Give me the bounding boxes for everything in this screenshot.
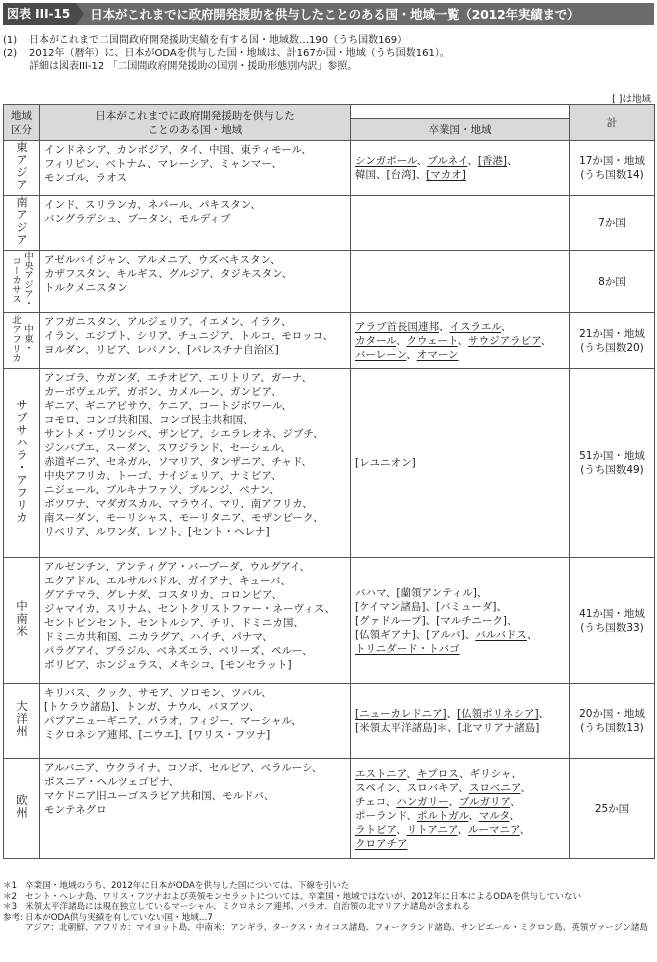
footnotes [3,881,653,934]
country-line: アルゼンチン、アンティグア・バーブーダ、ウルグアイ、 [44,561,311,573]
graduated-line [355,642,565,656]
header-graduated: 卒業国・地域 [351,119,570,141]
total-line: (うち国数33) [580,621,644,634]
provided-countries-cell [40,558,351,684]
underlined-country: ブルガリア [458,795,511,808]
country-line: アフガニスタン、アルジェリア、イエメン、イラク、 [44,316,292,328]
country-line: ボツワナ、マダガスカル、マラウイ、マリ、南アフリカ、 [44,498,313,510]
country-line: モンテネグロ [44,804,107,816]
note-number [3,60,29,73]
region-label-part: 中央アジア・ [22,251,33,308]
graduated-line [355,168,565,182]
total-line: (うち国数14) [580,169,644,181]
total-line: 25か国 [594,802,630,815]
table-row [4,141,655,196]
graduated-text: 、 [457,334,469,347]
total-line: 7か国 [598,217,626,229]
region-label: 中南米 [15,599,29,638]
footnote-mark: ＊3 [3,902,18,912]
graduated-text: [ケイマン諸島]、[バミューダ]、 [355,600,507,613]
total-cell [570,684,655,759]
graduated-cell [351,684,570,759]
country-line: フィリピン、ベトナム、マレーシア、ミャンマー、 [44,158,282,170]
graduated-text: 、 [446,708,458,720]
note-number: (1) [3,35,18,46]
graduated-text: 、ギリシャ、 [459,767,522,780]
total-line: 20か国・地域 [579,708,645,720]
provided-countries-cell [40,141,351,196]
total-cell [570,196,655,251]
underlined-country: イスラエル [449,320,502,333]
country-line: ジンバブエ、スーダン、スワジランド、セーシェル、 [44,442,291,454]
country-line: コモロ、コンゴ共和国、コンゴ民主共和国、 [44,414,254,426]
country-line: ボリビア、ホンジュラス、メキシコ、[モンセラット] [44,659,292,671]
legend-note: [ ]は地域 [612,94,651,105]
footnote [3,902,653,913]
graduated-line [355,837,565,851]
region-cell [4,313,40,369]
graduated-line [355,781,565,795]
note-row [3,47,653,60]
underlined-country: アラブ首長国連邦 [355,320,439,333]
header-provided: 日本がこれまでに政府開発援助を供与したことのある国・地域 [40,105,351,141]
graduated-text: チェコ、 [355,795,397,808]
graduated-cell [351,759,570,859]
underlined-country: エストニア [355,767,407,780]
graduated-text: 、 [448,795,459,808]
footnote [3,881,653,892]
graduated-text: [レユニオン] [355,457,416,469]
graduated-text: 、 [396,823,407,836]
region-cell [4,558,40,684]
table-row [4,369,655,558]
graduated-text: スペイン、スロバキア、 [355,781,469,794]
graduated-line [355,809,565,823]
graduated-line [355,721,565,735]
graduated-text: 、 [406,348,417,361]
country-line: ミクロネシア連邦、[ニウエ]、[ワリス・フツナ] [44,729,271,741]
total-line: 8か国 [598,275,626,288]
table-row [4,196,655,251]
region-cell [4,251,40,313]
region-cell [4,369,40,558]
region-cell [4,141,40,196]
graduated-line [355,795,565,809]
graduated-line [355,628,565,642]
figure-label: 図表 III-15 [3,3,76,25]
footnote [3,892,653,903]
table-row [4,558,655,684]
graduated-cell [351,141,570,196]
figure-title-bar [3,3,654,25]
graduated-cell [351,313,570,369]
underlined-country: クウェート [406,334,458,347]
provided-countries-cell [40,196,351,251]
underlined-country: [ニューカレドニア] [355,708,447,720]
graduated-text: 、 [468,809,479,822]
graduated-text: [台湾] [386,169,416,181]
country-line: セントビンセント、セントルシア、チリ、ドミニカ国、 [44,617,304,629]
graduated-line [355,707,565,721]
underlined-country: トリニダード・トバゴ [355,642,460,655]
underlined-country: リトアニア [406,823,458,836]
graduated-cell [351,558,570,684]
total-cell [570,759,655,859]
total-line: (うち国数20) [580,341,644,354]
region-label: 欧州 [15,794,29,819]
country-line: アルバニア、ウクライナ、コソボ、セルビア、ベラルーシ、 [44,762,323,774]
graduated-text: 、 [415,169,427,181]
provided-countries-cell [40,369,351,558]
graduated-text: 、 [406,767,417,780]
country-line: パプアニューギニア、パラオ、フィジー、マーシャル、 [44,715,302,727]
table-row [4,759,655,859]
country-line: サントメ・プリンシペ、ザンビア、シエラレオネ、ジブチ、 [44,428,324,440]
region-label: サブサハラ・アフリカ [15,398,29,524]
graduated-text: 、 [467,155,478,167]
provided-countries-cell [40,251,351,313]
graduated-text: 、 [540,334,552,347]
graduated-line [355,320,565,334]
total-cell [570,369,655,558]
header-graduated-spacer [351,105,570,119]
country-line: インド、スリランカ、ネパール、パキスタン、 [44,199,261,211]
footnote-mark: 参考: [3,912,24,923]
footnote-mark [3,923,25,934]
underlined-country: オマーン [416,348,459,361]
region-label-part: 北アフリカ [10,314,21,363]
underlined-country: ハンガリー [396,795,449,808]
total-cell [570,558,655,684]
region-label [10,251,33,308]
graduated-line [355,614,565,628]
footnote-text: アジア：北朝鮮、アフリカ：マイヨット島、中南米：アンギラ、タークス・カイコス諸島、フォークランド諸島、サンピエール・ミクロン島、英領ヴァージン諸島 [25,923,649,933]
total-cell [570,313,655,369]
country-line: [トケラウ諸島]、トンガ、ナウル、バヌアツ、 [44,701,260,713]
graduated-cell [351,251,570,313]
graduated-line [355,823,565,837]
underlined-country: シンガポール [355,155,417,167]
country-line: アンゴラ、ウガンダ、エチオピア、エリトリア、ガーナ、 [44,372,313,384]
country-line: リベリア、ルワンダ、レソト、[セント・ヘレナ] [44,526,270,538]
region-label: 南アジア [15,196,29,246]
graduated-text: 、 [519,823,531,836]
country-line: グアテマラ、グレナダ、コスタリカ、コロンビア、 [44,589,283,601]
country-line: パラグアイ、ブラジル、ベネズエラ、ベリーズ、ペルー、 [44,645,313,657]
region-label [10,315,33,363]
graduated-text: バハマ、[蘭領アンティル]、 [355,586,488,599]
graduated-text: 、 [538,708,550,720]
underlined-country: ルーマニア [468,823,520,836]
underlined-country: ポルトガル [417,809,469,822]
note-number: (2) [3,48,18,59]
country-line: インドネシア、カンボジア、タイ、中国、東ティモール、 [44,144,312,156]
graduated-text: 、 [416,155,428,167]
footnote-text: 米領太平洋諸島には現在独立しているマーシャル、ミクロネシア連邦、パラオ、自治領の北マリアナ諸島が含まれる [25,902,471,912]
graduated-text: [グァドループ]、[マルチニーク]、 [355,614,518,627]
total-line: 41か国・地域 [579,607,645,620]
region-label: 大洋州 [15,700,29,738]
graduated-text: 、 [507,155,518,167]
underlined-country: ラトビア [355,823,397,836]
graduated-text: 、 [395,334,407,347]
underlined-country: バーレーン [355,348,407,361]
graduated-line [355,456,565,470]
footnote-text: セント・ヘレナ島、ワリス・フツナおよび英領モンセラットについては、卒業国・地域ではないが、2012年に日本によるODAを供与していない [25,891,582,902]
note-row [3,34,653,47]
graduated-text: [米領太平洋諸島]＊、[北マリアナ諸島] [355,722,540,734]
figure-title: 日本がこれまでに政府開発援助を供与したことのある国・地域一覧（2012年実績まで） [90,7,580,22]
header-region: 地域区分 [4,105,40,141]
graduated-text: 、 [510,795,521,808]
graduated-text: 、 [439,320,450,333]
underlined-country: マルタ [478,809,510,822]
graduated-text: 、 [376,169,387,181]
underlined-country: クロアチア [355,837,408,850]
country-line: エクアドル、エルサルバドル、ガイアナ、キューバ、 [44,575,291,587]
underlined-country: カタール [355,334,396,347]
total-line: (うち国数13) [580,722,644,734]
graduated-text: 、 [457,823,468,836]
total-line: 17か国・地域 [579,155,645,167]
footnote-mark: ＊1 [3,881,18,891]
country-line: トルクメニスタン [44,282,128,294]
country-line: 赤道ギニア、セネガル、ソマリア、タンザニア、チャド、 [44,456,312,468]
graduated-text: 、 [501,320,512,333]
intro-notes [3,34,653,73]
underlined-country: サウジアラビア [468,334,541,347]
country-line: 中央アフリカ、トーゴ、ナイジェリア、ナミビア、 [44,470,282,482]
provided-countries-cell [40,313,351,369]
region-label: 東アジア [15,141,29,191]
country-line: ギニア、ギニアビサウ、ケニア、コートジボワール、 [44,400,293,412]
table-row [4,684,655,759]
note-text: 詳細は図表III-12 「二国間政府開発援助の国別・援助形態別内訳」参照。 [29,61,358,72]
total-line: (うち国数49) [580,464,644,476]
graduated-text: 韓国 [355,169,376,181]
underlined-country: バルバドス [475,628,527,641]
footnote-mark: ＊2 [3,891,18,902]
country-line: バングラデシュ、ブータン、モルディブ [44,213,231,225]
table-row [4,313,655,369]
graduated-line [355,600,565,614]
oda-country-table [3,104,655,859]
graduated-line [355,334,565,348]
graduated-line [355,154,565,168]
note-text: 2012年（暦年）に、日本がODAを供与した国・地域は、計167か国・地域（うち国数161）。 [29,48,450,59]
country-line: キリバス、クック、サモア、ソロモン、ツバル、 [44,687,272,699]
footnote [3,913,653,924]
country-line: アゼルバイジャン、アルメニア、ウズベキスタン、 [44,254,281,266]
underlined-country: スロベニア [468,781,521,794]
note-row [3,60,653,73]
country-line: イラン、エジプト、シリア、チュニジア、トルコ、モロッコ、 [44,330,334,342]
country-line: ボスニア・ヘルツェゴビナ、 [44,776,180,788]
total-line: 51か国・地域 [579,450,645,462]
country-line: カーボヴェルデ、ガボン、カメルーン、ガンビア、 [44,386,282,398]
country-line: ヨルダン、リビア、レバノン、[パレスチナ自治区] [44,344,279,356]
graduated-text: 、 [527,628,538,641]
region-label-part: 中東・ [22,324,33,353]
provided-countries-cell [40,684,351,759]
provided-countries-cell [40,759,351,859]
total-cell [570,141,655,196]
graduated-text: [仏領ギアナ]、[アルバ]、 [355,628,476,641]
country-line: 南スーダン、モーリシャス、モーリタニア、モザンビーク、 [44,512,324,524]
country-line: カザフスタン、キルギス、グルジア、タジキスタン、 [44,268,293,280]
footnote-text: 日本がODA供与実績を有していない国・地域…7 [25,912,213,923]
country-line: マケドニア旧ユーゴスラビア共和国、モルドバ、 [44,790,275,802]
header-total: 計 [570,105,655,141]
graduated-line [355,767,565,781]
footnote [3,923,653,934]
country-line: ドミニカ共和国、ニカラグア、ハイチ、パナマ、 [44,631,273,643]
table-row [4,251,655,313]
graduated-line [355,586,565,600]
region-cell [4,759,40,859]
graduated-text: ポーランド、 [355,809,418,822]
note-text: 日本がこれまで二国間政府開発援助実績を有する国・地域数…190（うち国数169） [29,35,408,46]
graduated-cell [351,369,570,558]
graduated-line [355,348,565,362]
region-cell [4,684,40,759]
total-cell [570,251,655,313]
country-line: ニジェール、ブルキナファソ、ブルンジ、ベナン、 [44,484,280,496]
country-line: モンゴル、ラオス [44,172,128,184]
graduated-cell [351,196,570,251]
total-line: 21か国・地域 [579,327,645,340]
footnote-text: 卒業国・地域のうち、2012年に日本がODAを供与した国については、下線を引いた [25,881,350,891]
country-line: ジャマイカ、スリナム、セントクリストファー・ネーヴィス、 [44,603,336,615]
underlined-country: ブルネイ [427,155,468,167]
graduated-text: 、 [520,781,531,794]
underlined-country: [香港] [477,155,508,167]
region-label-part: コーカサス [10,255,21,304]
region-cell [4,196,40,251]
graduated-text: 、 [509,809,520,822]
underlined-country: [仏領ポリネシア] [457,708,539,720]
underlined-country: [マカオ] [426,169,466,181]
underlined-country: キプロス [416,767,460,780]
